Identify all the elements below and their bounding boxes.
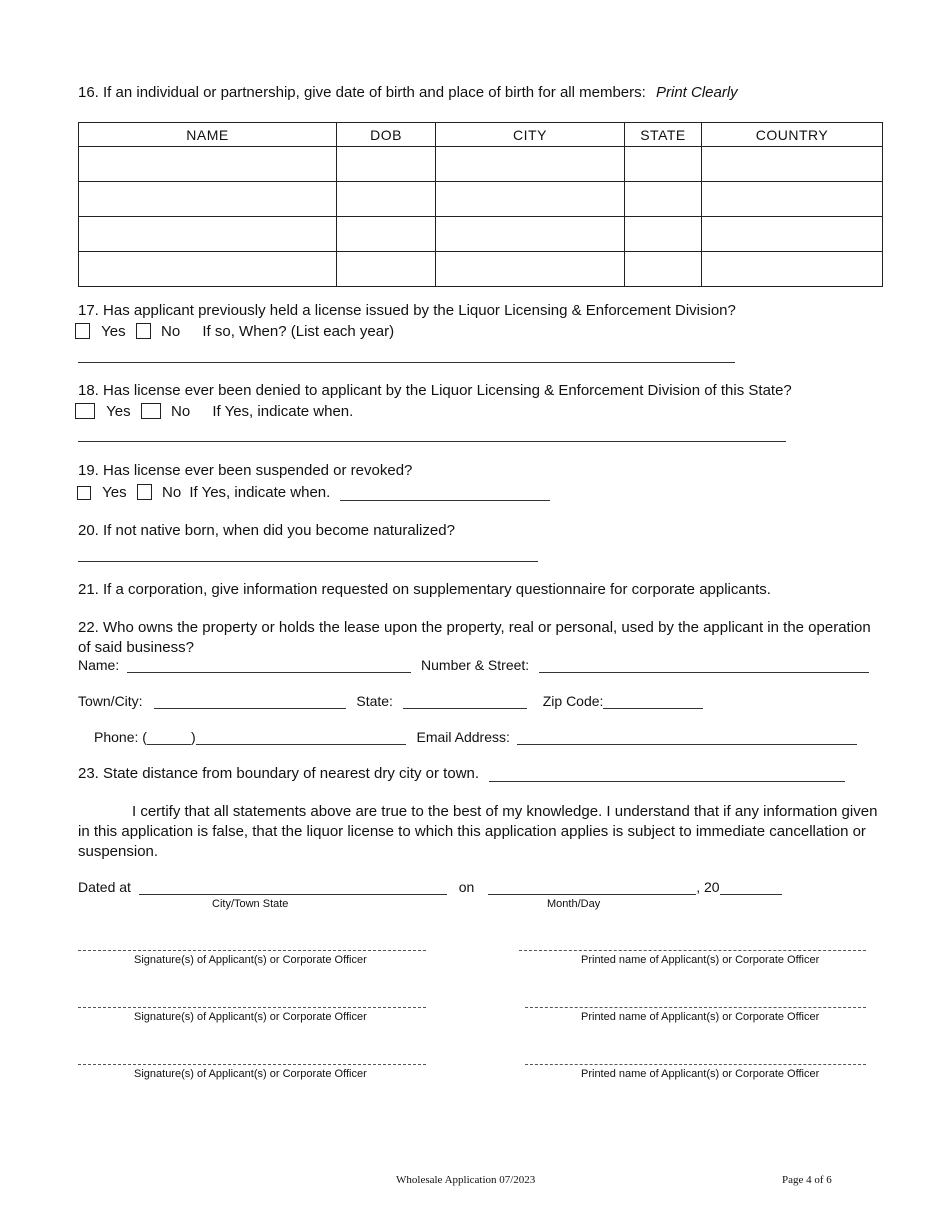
- q17-no-checkbox[interactable]: [136, 323, 151, 339]
- state-cell[interactable]: [625, 147, 702, 182]
- q18-options: [75, 403, 353, 420]
- q17-options: [75, 323, 394, 340]
- owner-name-field[interactable]: [127, 658, 411, 673]
- state-field[interactable]: [403, 694, 527, 709]
- signature-caption-1: Signature(s) of Applicant(s) or Corporate Officer: [134, 954, 367, 966]
- city-cell[interactable]: [436, 217, 625, 252]
- q19-options: [77, 484, 550, 501]
- dob-cell[interactable]: [337, 147, 436, 182]
- q18-no-label: No: [171, 403, 191, 420]
- certification-statement: I certify that all statements above are true to the best of my knowledge. I understand that if any information given in this application is false, that the liquor license to which this application applies is subject to immediate cancellation or suspension.: [78, 803, 878, 860]
- q17-text: 17. Has applicant previously held a license issued by the Liquor Licensing & Enforcement Division?: [78, 302, 736, 319]
- city-town-state-caption: City/Town State: [212, 898, 289, 910]
- members-table-header: [79, 123, 883, 147]
- q19-no-label: No: [162, 484, 182, 501]
- footer-page-number: Page 4 of 6: [782, 1174, 832, 1186]
- q19-answer-line[interactable]: [340, 486, 550, 501]
- town-field[interactable]: [154, 694, 346, 709]
- dated-label: Dated at: [78, 879, 131, 895]
- q17-yes-label: Yes: [101, 323, 126, 340]
- q23-answer-field[interactable]: [489, 767, 845, 782]
- q17-followup: If so, When? (List each year): [202, 323, 395, 340]
- col-state: STATE: [625, 123, 702, 147]
- dated-year-prefix: , 20: [696, 879, 720, 895]
- dated-year-field[interactable]: [720, 880, 782, 895]
- zip-field[interactable]: [603, 694, 703, 709]
- footer-form-name: Wholesale Application 07/2023: [396, 1174, 536, 1186]
- town-label: Town/City:: [78, 693, 143, 709]
- members-table: [78, 122, 883, 287]
- col-country: COUNTRY: [702, 123, 883, 147]
- signature-caption-2: Signature(s) of Applicant(s) or Corporate Officer: [134, 1011, 367, 1023]
- dob-cell[interactable]: [337, 182, 436, 217]
- name-cell[interactable]: [79, 182, 337, 217]
- q18-followup: If Yes, indicate when.: [212, 403, 354, 420]
- col-dob: DOB: [337, 123, 436, 147]
- dob-cell[interactable]: [337, 252, 436, 287]
- q17-yes-checkbox[interactable]: [75, 323, 90, 339]
- q17-no-label: No: [161, 323, 181, 340]
- q19-no-checkbox[interactable]: [137, 484, 152, 500]
- phone-area-code-field[interactable]: [147, 730, 191, 745]
- email-label: Email Address:: [416, 729, 510, 745]
- q20-text: 20. If not native born, when did you become naturalized?: [78, 522, 455, 539]
- phone-number-field[interactable]: [196, 730, 406, 745]
- signature-line-1[interactable]: [78, 950, 426, 951]
- phone-label: Phone: (: [94, 729, 147, 745]
- q16-question: [78, 84, 738, 101]
- city-cell[interactable]: [436, 147, 625, 182]
- q18-answer-line[interactable]: [78, 425, 786, 442]
- country-cell[interactable]: [702, 217, 883, 252]
- dated-row: [78, 879, 782, 895]
- email-field[interactable]: [517, 730, 857, 745]
- q22-name-row: [78, 657, 869, 673]
- month-day-caption: Month/Day: [547, 898, 601, 910]
- printed-name-line-2[interactable]: [525, 1007, 866, 1008]
- printed-name-caption-1: Printed name of Applicant(s) or Corporate Officer: [581, 954, 820, 966]
- col-name: NAME: [79, 123, 337, 147]
- q21-text: 21. If a corporation, give information requested on supplementary questionnaire for corporate applicants.: [78, 581, 771, 598]
- state-label: State:: [356, 693, 393, 709]
- street-label: Number & Street:: [421, 657, 530, 673]
- dated-on-label: on: [458, 879, 475, 895]
- zip-label: Zip Code:: [542, 693, 604, 709]
- dated-city-field[interactable]: [139, 880, 447, 895]
- printed-name-line-1[interactable]: [519, 950, 866, 951]
- dob-cell[interactable]: [337, 217, 436, 252]
- phone-paren: ): [190, 729, 196, 745]
- state-cell[interactable]: [625, 252, 702, 287]
- q18-yes-label: Yes: [106, 403, 131, 420]
- dated-month-day-field[interactable]: [488, 880, 696, 895]
- q18-yes-checkbox[interactable]: [75, 403, 95, 419]
- signature-line-3[interactable]: [78, 1064, 426, 1065]
- q17-answer-line[interactable]: [78, 346, 735, 363]
- q19-text: 19. Has license ever been suspended or revoked?: [78, 462, 413, 479]
- q16-text: 16. If an individual or partnership, give date of birth and place of birth for all members:: [78, 84, 646, 101]
- q19-followup: If Yes, indicate when.: [189, 484, 331, 501]
- name-cell[interactable]: [79, 252, 337, 287]
- q23-row: [78, 765, 845, 782]
- name-cell[interactable]: [79, 217, 337, 252]
- country-cell[interactable]: [702, 147, 883, 182]
- table-row: [79, 147, 883, 182]
- q22-town-row: [78, 693, 703, 709]
- table-row: [79, 252, 883, 287]
- country-cell[interactable]: [702, 252, 883, 287]
- street-field[interactable]: [539, 658, 869, 673]
- q20-answer-line[interactable]: [78, 545, 538, 562]
- name-cell[interactable]: [79, 147, 337, 182]
- q23-text: 23. State distance from boundary of nearest dry city or town.: [78, 765, 480, 782]
- table-row: [79, 182, 883, 217]
- q16-emphasis: Print Clearly: [655, 84, 738, 101]
- q19-yes-label: Yes: [102, 484, 127, 501]
- printed-name-caption-3: Printed name of Applicant(s) or Corporate Officer: [581, 1068, 820, 1080]
- state-cell[interactable]: [625, 217, 702, 252]
- q22-phone-row: [94, 729, 857, 745]
- q22-text: 22. Who owns the property or holds the lease upon the property, real or personal, used by the applicant in the operation of said business?: [78, 619, 871, 656]
- signature-line-2[interactable]: [78, 1007, 426, 1008]
- owner-name-label: Name:: [78, 657, 120, 673]
- signature-caption-3: Signature(s) of Applicant(s) or Corporate Officer: [134, 1068, 367, 1080]
- q19-yes-checkbox[interactable]: [77, 486, 91, 500]
- state-cell[interactable]: [625, 182, 702, 217]
- city-cell[interactable]: [436, 182, 625, 217]
- country-cell[interactable]: [702, 182, 883, 217]
- city-cell[interactable]: [436, 252, 625, 287]
- col-city: CITY: [436, 123, 625, 147]
- printed-name-caption-2: Printed name of Applicant(s) or Corporate Officer: [581, 1011, 820, 1023]
- q18-no-checkbox[interactable]: [141, 403, 161, 419]
- table-row: [79, 217, 883, 252]
- printed-name-line-3[interactable]: [525, 1064, 866, 1065]
- q18-text: 18. Has license ever been denied to applicant by the Liquor Licensing & Enforcement Division of this State?: [78, 382, 792, 399]
